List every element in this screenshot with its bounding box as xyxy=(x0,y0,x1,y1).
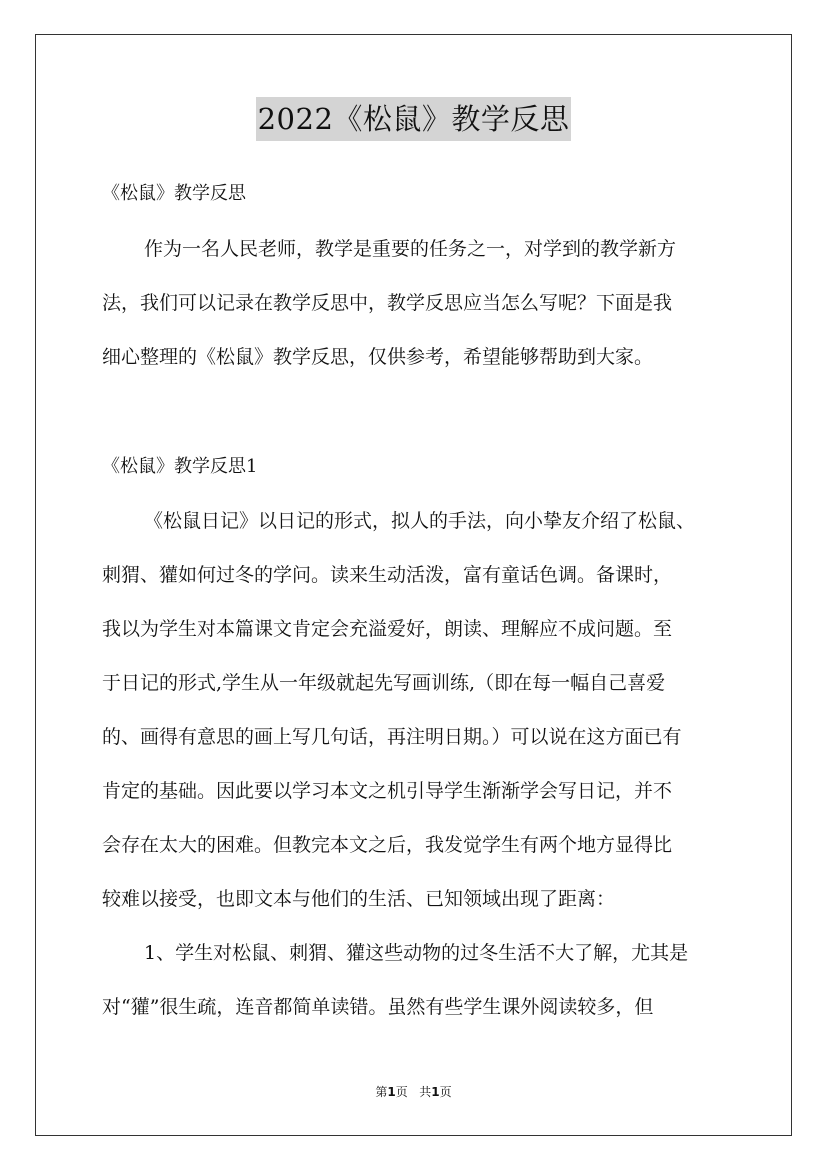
section1-line-8: 较难以接受，也即文本与他们的生活、已知领域出现了距离： xyxy=(102,888,616,910)
section1-line-4: 于日记的形式,学生从一年级就起先写画训练,（即在每一幅自己喜爱 xyxy=(102,672,666,694)
section1-line-10: 对“獾”很生疏，连音都简单读错。虽然有些学生课外阅读较多，但 xyxy=(102,996,654,1018)
intro-line-1: 作为一名人民老师，教学是重要的任务之一，对学到的教学新方 xyxy=(144,238,677,260)
footer-page-suffix: 页 xyxy=(395,1085,408,1099)
footer-total-prefix: 共 xyxy=(419,1085,432,1099)
section1-line-9: 1、学生对松鼠、刺猬、獾这些动物的过冬生活不大了解，尤其是 xyxy=(144,942,689,964)
section1-line-1: 《松鼠日记》以日记的形式，拟人的手法，向小挚友介绍了松鼠、 xyxy=(144,510,696,532)
section1-line-6: 肯定的基础。因此要以学习本文之机引导学生渐渐学会写日记，并不 xyxy=(102,780,673,802)
document-title: 2022《松鼠》教学反思 xyxy=(256,97,572,141)
section1-line-7: 会存在太大的困难。但教完本文之后，我发觉学生有两个地方显得比 xyxy=(102,834,673,856)
footer-total-suffix: 页 xyxy=(439,1085,452,1099)
title-container xyxy=(0,97,827,141)
section1-heading: 《松鼠》教学反思1 xyxy=(102,456,258,477)
intro-heading: 《松鼠》教学反思 xyxy=(102,183,246,204)
section1-line-5: 的、画得有意思的画上写几句话，再注明日期。）可以说在这方面已有 xyxy=(102,726,682,748)
footer-total-number: 1 xyxy=(431,1085,440,1099)
intro-line-3: 细心整理的《松鼠》教学反思，仅供参考，希望能够帮助到大家。 xyxy=(102,346,654,368)
footer-page-prefix: 第 xyxy=(375,1085,388,1099)
footer-page-number: 1 xyxy=(387,1085,396,1099)
section1-line-3: 我以为学生对本篇课文肯定会充溢爱好，朗读、理解应不成问题。至 xyxy=(102,618,673,640)
section1-line-2: 刺猬、獾如何过冬的学问。读来生动活泼，富有童话色调。备课时， xyxy=(102,564,673,586)
intro-line-2: 法，我们可以记录在教学反思中，教学反思应当怎么写呢？下面是我 xyxy=(102,292,673,314)
page-footer xyxy=(0,1082,827,1102)
